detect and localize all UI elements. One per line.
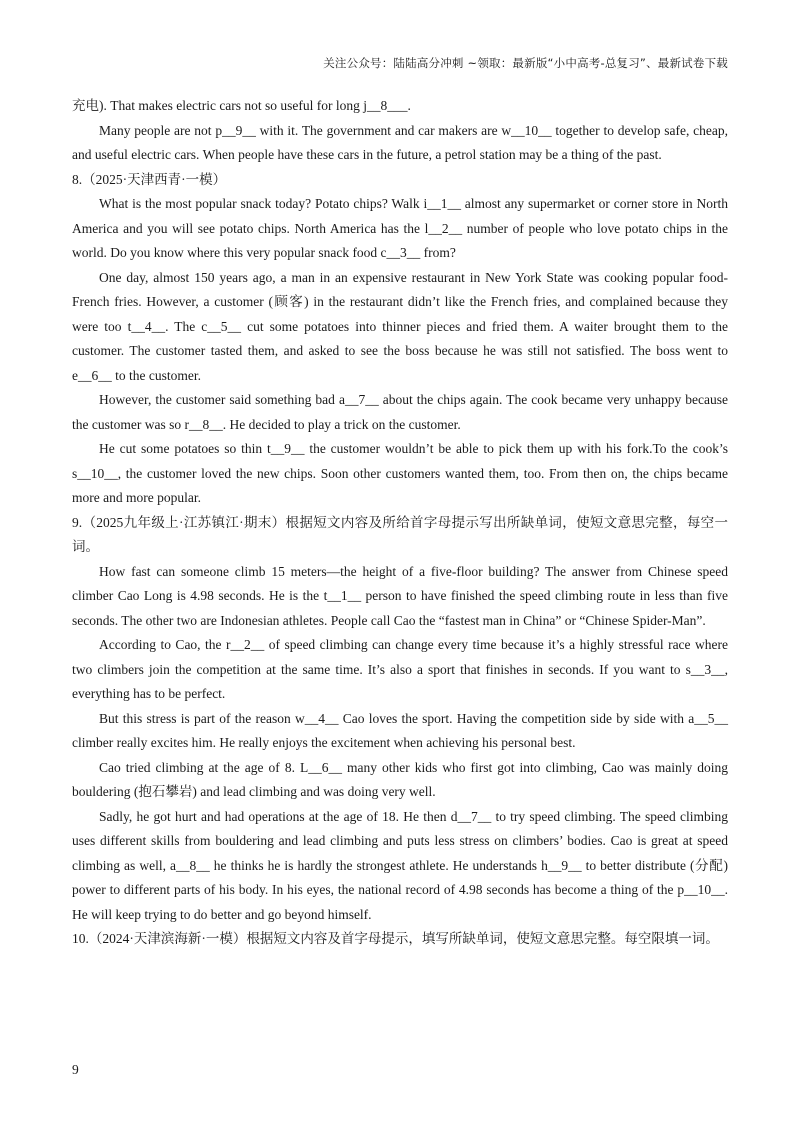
question-heading: 8.（2025·天津西青·一模） [72, 171, 227, 187]
paragraph: One day, almost 150 years ago, a man in an expensive restaurant in New York State was cooking popular food-French fries. However, a customer (顾客) in the restaurant didn’t like the French fries, and complained because they were too t__4__. The c__5__ cut some potatoes into thinner pieces and fried them. A waiter brought them to the customer. The customer tasted them, and asked to see the boss because he was still not satisfied. The boss went to e__6__ to the customer. [72, 269, 728, 383]
paragraph: Sadly, he got hurt and had operations at the age of 18. He then d__7__ to try speed climbing. The speed climbing uses different skills from bouldering and lead climbing and puts less stress on climbers’ bodies. Cao is great at speed climbing as well, a__8__ he thinks he is hardly the strongest athlete. He understands h__9__ to better distribute (分配) power to different parts of his body. In his eyes, the national record of 4.98 seconds has become a thing of the p__10__. He will keep trying to do better and go beyond himself. [72, 808, 728, 922]
paragraph: But this stress is part of the reason w__4__ Cao loves the sport. Having the competition side by side with a__5__ climber really excites him. He really enjoys the excitement when achieving his personal best. [72, 710, 728, 750]
paragraph: According to Cao, the r__2__ of speed climbing can change every time because it’s a highly stressful race where two climbers join the competition at the same time. It’s also a sport that finishes in seconds. If you want to s__3__, everything has to be perfect. [72, 637, 728, 701]
paragraph: Many people are not p__9__ with it. The government and car makers are w__10__ together to develop safe, cheap, and useful electric cars. When people have these cars in the future, a petrol station may be a thing of the past. [72, 122, 728, 162]
document-body [72, 94, 728, 952]
paragraph: What is the most popular snack today? Potato chips? Walk i__1__ almost any supermarket or corner store in North America and you will see potato chips. North America has the l__2__ number of people who love potato chips in the world. Do you know where this very popular snack food c__3__ from? [72, 196, 728, 260]
paragraph: 充电). That makes electric cars not so useful for long j__8___. [72, 98, 411, 113]
paragraph: However, the customer said something bad a__7__ about the chips again. The cook became very unhappy because the customer was so r__8__. He decided to play a trick on the customer. [72, 392, 728, 432]
paragraph: He cut some potatoes so thin t__9__ the customer wouldn’t be able to pick them up with his fork.To the cook’s s__10__, the customer loved the new chips. Soon other customers wanted them, too. From then on, the chips became more and more popular. [72, 441, 728, 505]
paragraph: How fast can someone climb 15 meters—the height of a five-floor building? The answer from Chinese speed climber Cao Long is 4.98 seconds. He is the t__1__ person to have finished the speed climbing route in less than five seconds. The other two are Indonesian athletes. People call Cao the “fastest man in China” or “Chinese Spider-Man”. [72, 563, 728, 628]
paragraph: Cao tried climbing at the age of 8. L__6__ many other kids who first got into climbing, Cao was mainly doing bouldering (抱石攀岩) and lead climbing and was doing very well. [72, 759, 728, 799]
page-header: 关注公众号：陆陆高分冲刺 ~领取：最新版“小中高考-总复习”、最新试卷下载 [323, 56, 728, 70]
question-heading: 10.（2024·天津滨海新·一模）根据短文内容及首字母提示，填写所缺单词，使短文意思完整。每空限填一词。 [72, 931, 719, 946]
page-number: 9 [72, 1062, 79, 1077]
question-heading: 9.（2025九年级上·江苏镇江·期末）根据短文内容及所给首字母提示写出所缺单词，使短文意思完整，每空一词。 [72, 514, 728, 554]
